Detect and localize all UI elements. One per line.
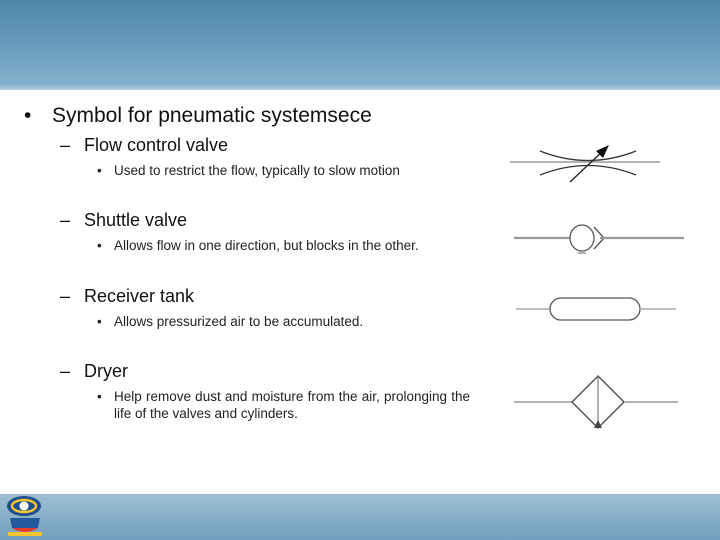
item-detail-flow-control-valve	[97, 162, 400, 179]
item-heading-text: Dryer	[84, 361, 128, 381]
dryer-symbol	[512, 372, 680, 434]
item-detail-dryer	[97, 388, 470, 422]
item-heading-dryer	[60, 360, 128, 382]
sub-bullet: •	[97, 314, 102, 329]
receiver-tank-symbol	[514, 295, 678, 325]
university-logo	[4, 494, 46, 538]
footer-band	[0, 494, 720, 540]
dash-marker: –	[60, 210, 71, 230]
item-heading-text: Flow control valve	[84, 135, 229, 155]
dash-marker: –	[60, 361, 71, 381]
item-heading-receiver-tank	[60, 285, 194, 307]
item-detail-text: Help remove dust and moisture from the air, prolonging the life of the valves and cylinders.	[114, 389, 470, 421]
slide-title	[24, 104, 372, 128]
header-band	[0, 0, 720, 90]
sub-bullet: •	[97, 238, 102, 253]
dash-marker: –	[60, 135, 71, 155]
shuttle-valve-symbol	[512, 222, 686, 256]
slide-title-text: Symbol for pneumatic systemsece	[52, 104, 372, 127]
title-bullet: •	[24, 104, 32, 127]
flow-control-valve-symbol	[508, 142, 664, 186]
sub-bullet: •	[97, 163, 102, 178]
item-heading-flow-control-valve	[60, 134, 228, 156]
dash-marker: –	[60, 286, 71, 306]
item-heading-shuttle-valve	[60, 209, 187, 231]
item-detail-text: Allows pressurized air to be accumulated.	[114, 314, 364, 329]
item-detail-shuttle-valve	[97, 237, 419, 254]
item-detail-text: Allows flow in one direction, but blocks in the other.	[114, 238, 419, 253]
item-detail-receiver-tank	[97, 313, 363, 330]
item-heading-text: Shuttle valve	[84, 210, 188, 230]
item-detail-text: Used to restrict the flow, typically to slow motion	[114, 163, 400, 178]
item-heading-text: Receiver tank	[84, 286, 195, 306]
sub-bullet: •	[97, 389, 102, 404]
